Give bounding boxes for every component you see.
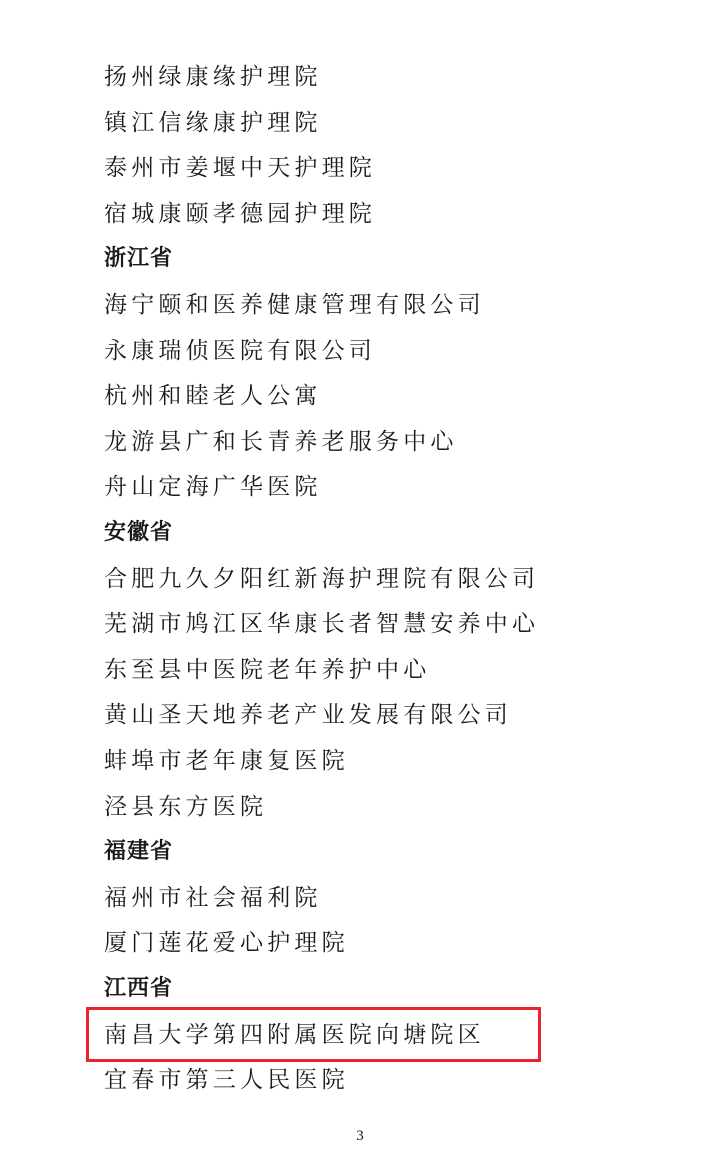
list-item: 宜春市第三人民医院 [104,1067,349,1094]
list-item: 海宁颐和医养健康管理有限公司 [104,292,485,318]
list-item: 东至县中医院老年养护中心 [104,656,431,683]
list-item: 蚌埠市老年康复医院 [104,748,349,774]
highlight-box [86,1007,541,1062]
highlighted-entry: 南昌大学第四附属医院向塘院区 [104,1021,485,1048]
province-heading: 安徽省 [104,520,174,545]
list-item: 福州市社会福利院 [104,884,322,911]
list-item: 合肥九久夕阳红新海护理院有限公司 [104,565,540,592]
province-heading: 福建省 [104,839,174,865]
list-item: 芜湖市鸠江区华康长者智慧安养中心 [104,611,540,638]
list-item: 扬州绿康缘护理院 [104,64,322,90]
list-item: 舟山定海广华医院 [104,474,322,501]
province-heading: 浙江省 [104,246,174,272]
list-item: 龙游县广和长青养老服务中心 [104,428,458,455]
list-item: 永康瑞侦医院有限公司 [104,337,376,364]
list-item: 泾县东方医院 [104,793,268,820]
list-item: 镇江信缘康护理院 [104,109,322,136]
list-item: 黄山圣天地养老产业发展有限公司 [104,702,512,729]
province-heading: 江西省 [104,976,174,1001]
list-item: 宿城康颐孝德园护理院 [104,200,376,227]
list-item: 杭州和睦老人公寓 [104,383,322,410]
list-item: 厦门莲花爱心护理院 [104,930,349,957]
list-item: 泰州市姜堰中天护理院 [104,155,376,182]
page-number: 3 [356,1128,364,1144]
